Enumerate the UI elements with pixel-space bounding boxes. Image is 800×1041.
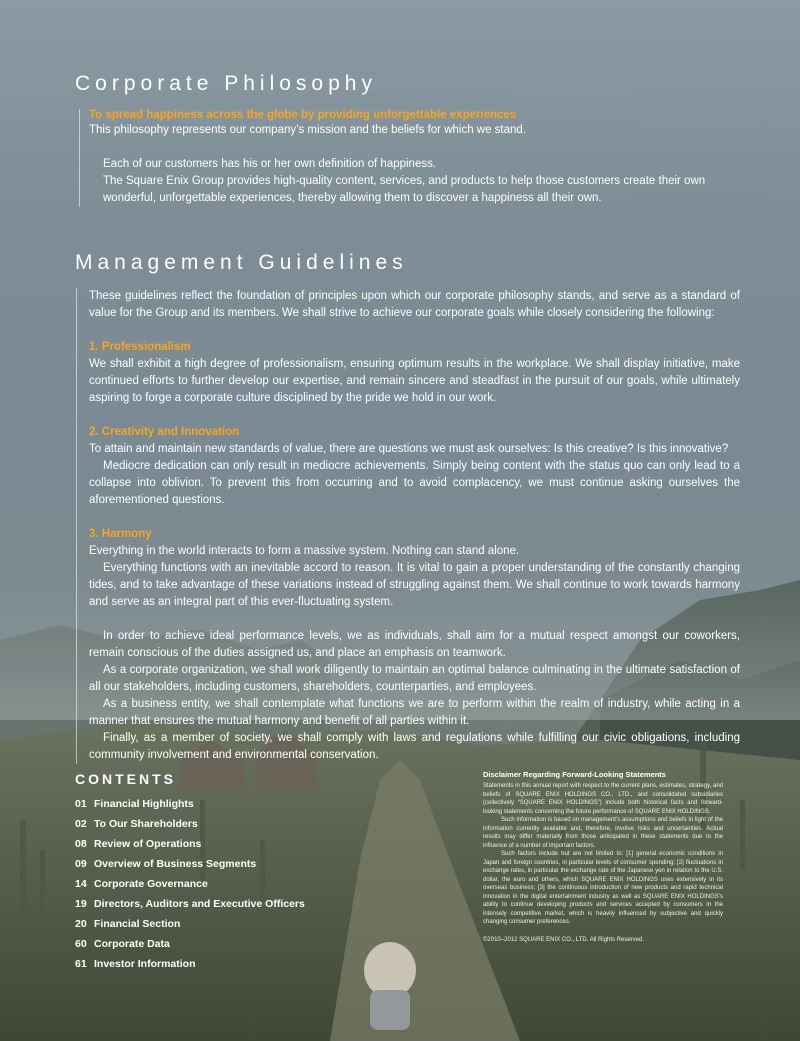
corporate-philosophy-heading: Corporate Philosophy <box>75 72 377 95</box>
guideline-title-harmony: 3. Harmony <box>89 528 152 540</box>
contents-list <box>75 797 305 977</box>
guidelines-intro: These guidelines reflect the foundation of principles upon which our corporate philosophy stands, and serve as a standard of value for the Group and its members. We shall strive to achieve our corporate goals while closely considering the following: <box>89 290 740 319</box>
guideline-closing: As a corporate organization, we shall work diligently to maintain an optimal balance culminating in the ultimate satisfaction of all our stakeholders, including customers, shareholders, counterparties, and employees. <box>89 664 740 693</box>
contents-item[interactable]: 01 Financial Highlights <box>75 798 194 810</box>
contents-item[interactable]: 08 Review of Operations <box>75 838 202 850</box>
contents-item[interactable]: 61 Investor Information <box>75 958 196 970</box>
contents-item[interactable]: 20 Financial Section <box>75 918 181 930</box>
philosophy-paragraph: The Square Enix Group provides high-quality content, services, and products to help those customers create their own wonderful, unforgettable experiences, thereby allowing them to discover a happiness all their own. <box>103 175 706 204</box>
disclaimer-paragraph: Such factors include but are not limited to: [1] general economic conditions in Japan and foreign countries, in particular levels of consumer spending; [2] fluctuations in exchange rates, in particular the exchange rate of the Japanese yen in relation to the U.S. dollar, the euro and others, which SQUARE ENIX HOLDINGS uses extensively in its overseas business; [3] the continuous introduction of new products and rapid technical innovation in the digital entertainment industry as well as SQUARE ENIX HOLDINGS’s ability to continue developing products and services accepted by consumers in the intensely competitive market, which is heavily influenced by subjective and quickly changing consumer preferences. <box>483 851 723 925</box>
contents-item[interactable]: 60 Corporate Data <box>75 938 170 950</box>
philosophy-tagline: To spread happiness across the globe by providing unforgettable experiences <box>89 109 517 121</box>
philosophy-intro: This philosophy represents our company’s mission and the beliefs for which we stand. <box>89 124 527 136</box>
philosophy-paragraph: Each of our customers has his or her own definition of happiness. <box>103 158 437 170</box>
guideline-title-creativity: 2. Creativity and Innovation <box>89 426 240 438</box>
guideline-closing: In order to achieve ideal performance levels, we as individuals, shall aim for a mutual respect amongst our coworkers, remain conscious of the duties assigned us, and place an emphasis on teamwork. <box>89 630 740 659</box>
management-guidelines-heading: Management Guidelines <box>75 251 408 274</box>
guideline-text: We shall exhibit a high degree of professionalism, ensuring optimum results in the workplace. We shall display initiative, make continued efforts to further develop our expertise, and remain sincere and steadfast in the pursuit of our goals, while ultimately aspiring to forge a corporate culture disciplined by the pride we hold in our work. <box>89 358 740 404</box>
disclaimer-title: Disclaimer Regarding Forward-Looking Statements <box>483 770 666 779</box>
contents-item[interactable]: 02 To Our Shareholders <box>75 818 198 830</box>
guideline-text: To attain and maintain new standards of value, there are questions we must ask ourselves: Is this creative? Is this innovative? <box>89 443 729 455</box>
guideline-text: Mediocre dedication can only result in mediocre achievements. Simply being content with the status quo can only lead to a collapse into oblivion. To prevent this from occurring and to avoid complacency, we must continue asking ourselves the aforementioned questions. <box>89 460 740 506</box>
disclaimer-paragraph: Statements in this annual report with respect to the current plans, estimates, strategy, and beliefs of SQUARE ENIX HOLDINGS CO., LTD., and consolidated subsidiaries (collectively “SQUARE ENIX HOLDINGS”) include both historical facts and forward-looking statements concerning the future performance of SQUARE ENIX HOLDINGS. <box>483 783 723 815</box>
disclaimer-paragraph: Such information is based on management’s assumptions and beliefs in light of the information currently available and, therefore, involve risks and uncertainties. Actual results may differ materially from those anticipated in these statements due to the influence of a number of important factors. <box>483 817 723 849</box>
guideline-text: Everything functions with an inevitable accord to reason. It is vital to gain a proper understanding of the constantly changing tides, and to take advantage of these variations instead of struggling against them. We shall continue to work towards harmony and serve as an integral part of this ever-fluctuating system. <box>89 562 740 608</box>
guideline-closing: Finally, as a member of society, we shall comply with laws and regulations while fulfilling our civic obligations, including community involvement and environmental conservation. <box>89 732 740 761</box>
philosophy-block <box>79 109 739 207</box>
contents-item[interactable]: 19 Directors, Auditors and Executive Officers <box>75 898 305 910</box>
guideline-title-professionalism: 1. Professionalism <box>89 341 191 353</box>
copyright-notice: ©2010–2012 SQUARE ENIX CO., LTD. All Rights Reserved. <box>483 936 645 943</box>
contents-item[interactable]: 09 Overview of Business Segments <box>75 858 257 870</box>
guidelines-block <box>76 288 740 764</box>
contents-item[interactable]: 14 Corporate Governance <box>75 878 208 890</box>
guideline-text: Everything in the world interacts to form a massive system. Nothing can stand alone. <box>89 545 520 557</box>
disclaimer-block <box>483 770 723 943</box>
contents-title: CONTENTS <box>75 771 176 787</box>
guideline-closing: As a business entity, we shall contemplate what functions we are to perform within the realm of industry, while acting in a manner that ensures the mutual harmony and benefit of all parties within it. <box>89 698 740 727</box>
